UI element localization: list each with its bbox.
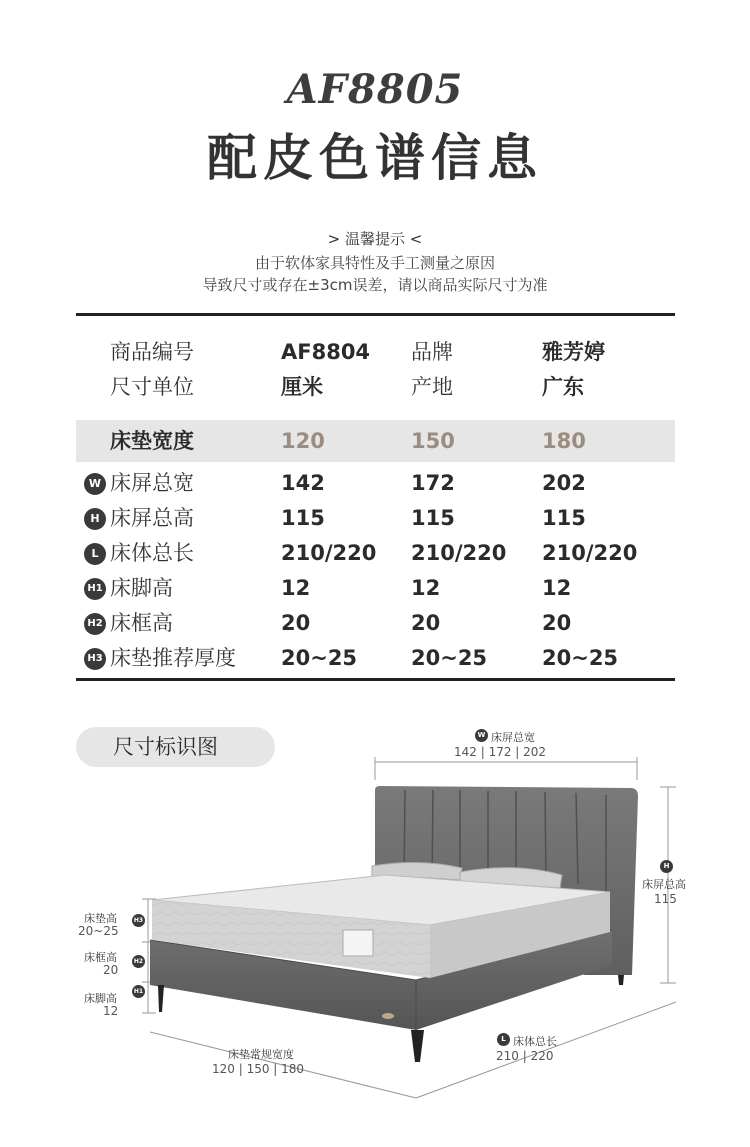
bed-leg — [411, 1030, 424, 1062]
spec-label: 床屏总宽 — [110, 471, 194, 495]
leg-height-badge-icon: H1 — [84, 578, 106, 600]
bed-leg — [618, 975, 624, 985]
spec-value: 12 — [542, 576, 572, 600]
spec-label: 品牌 — [411, 340, 453, 364]
leg-height-label: 床脚高 — [84, 992, 117, 1005]
spec-label: 床脚高 — [110, 576, 173, 600]
section-title: 尺寸标识图 — [76, 727, 275, 767]
bed-length-label: 床体总长 — [513, 1035, 557, 1048]
mattress-width-value: 150 — [411, 429, 455, 453]
mattress-height-value: 20~25 — [78, 924, 119, 938]
spec-value: 172 — [411, 471, 455, 495]
spec-table — [76, 313, 675, 681]
spec-value: 20 — [542, 611, 572, 635]
page-title: 配皮色谱信息 — [207, 129, 543, 187]
tip-line-2: 导致尺寸或存在±3cm误差，请以商品实际尺寸为准 — [202, 276, 548, 294]
spec-value: AF8804 — [281, 340, 371, 364]
frame-height-badge-icon: H2 — [84, 613, 106, 635]
headboard-width-value: 142 | 172 | 202 — [454, 745, 547, 759]
spec-label: 床框高 — [110, 611, 173, 635]
spec-value: 12 — [281, 576, 311, 600]
spec-value: 210/220 — [542, 541, 638, 565]
spec-value: 210/220 — [411, 541, 507, 565]
bed-length-value: 210 | 220 — [496, 1049, 554, 1063]
frame-height-value: 20 — [103, 963, 119, 977]
spec-value: 20 — [281, 611, 311, 635]
spec-value: 20 — [411, 611, 441, 635]
length-badge-icon: L — [84, 543, 106, 565]
spec-label: 床屏总高 — [110, 506, 194, 530]
spec-label: 床体总长 — [110, 541, 194, 565]
spec-label: 产地 — [411, 375, 453, 399]
spec-value: 115 — [542, 506, 586, 530]
brand-badge — [382, 1013, 394, 1019]
spec-value: 142 — [281, 471, 325, 495]
headboard-height-value: 115 — [654, 892, 677, 906]
tip-title: > 温馨提示 < — [327, 230, 423, 248]
leg-height-badge-icon: H1 — [132, 985, 145, 998]
mattress-width-value: 180 — [542, 429, 586, 453]
spec-value: 202 — [542, 471, 586, 495]
spec-value: 210/220 — [281, 541, 377, 565]
leg-height-value: 12 — [103, 1004, 119, 1018]
mattress-thickness-badge-icon: H3 — [84, 648, 106, 670]
mattress-height-label: 床垫高 — [84, 912, 117, 925]
frame-height-label: 床框高 — [84, 951, 117, 964]
spec-value: 厘米 — [281, 375, 323, 399]
length-badge-icon: L — [497, 1033, 510, 1046]
height-badge-icon: H — [84, 508, 106, 530]
spec-value: 115 — [411, 506, 455, 530]
mattress-width-label: 床垫宽度 — [110, 429, 194, 453]
spec-value: 20~25 — [281, 646, 358, 670]
spec-value: 广东 — [542, 375, 584, 399]
bed-leg — [158, 985, 164, 1012]
width-badge-icon: W — [475, 729, 488, 742]
mattress-thickness-badge-icon: H3 — [132, 914, 145, 927]
spec-label: 床垫推荐厚度 — [110, 646, 236, 670]
spec-value: 20~25 — [411, 646, 488, 670]
headboard-height-label: 床屏总高 — [642, 878, 686, 891]
spec-label: 尺寸单位 — [110, 375, 194, 399]
model-number: AF8805 — [286, 66, 464, 113]
mattress-tag — [343, 930, 373, 956]
height-badge-icon: H — [660, 860, 673, 873]
mattress-width-value: 120 — [281, 429, 325, 453]
spec-value: 雅芳婷 — [542, 340, 605, 364]
mattress-width-diagram-value: 120 | 150 | 180 — [212, 1062, 305, 1076]
spec-value: 115 — [281, 506, 325, 530]
tip-line-1: 由于软体家具特性及手工测量之原因 — [254, 254, 495, 272]
spec-label: 商品编号 — [110, 340, 194, 364]
spec-value: 20~25 — [542, 646, 619, 670]
mattress-width-diagram-label: 床垫常规宽度 — [228, 1048, 294, 1061]
spec-value: 12 — [411, 576, 441, 600]
width-badge-icon: W — [84, 473, 106, 495]
headboard-width-label: 床屏总宽 — [491, 731, 535, 744]
frame-height-badge-icon: H2 — [132, 955, 145, 968]
